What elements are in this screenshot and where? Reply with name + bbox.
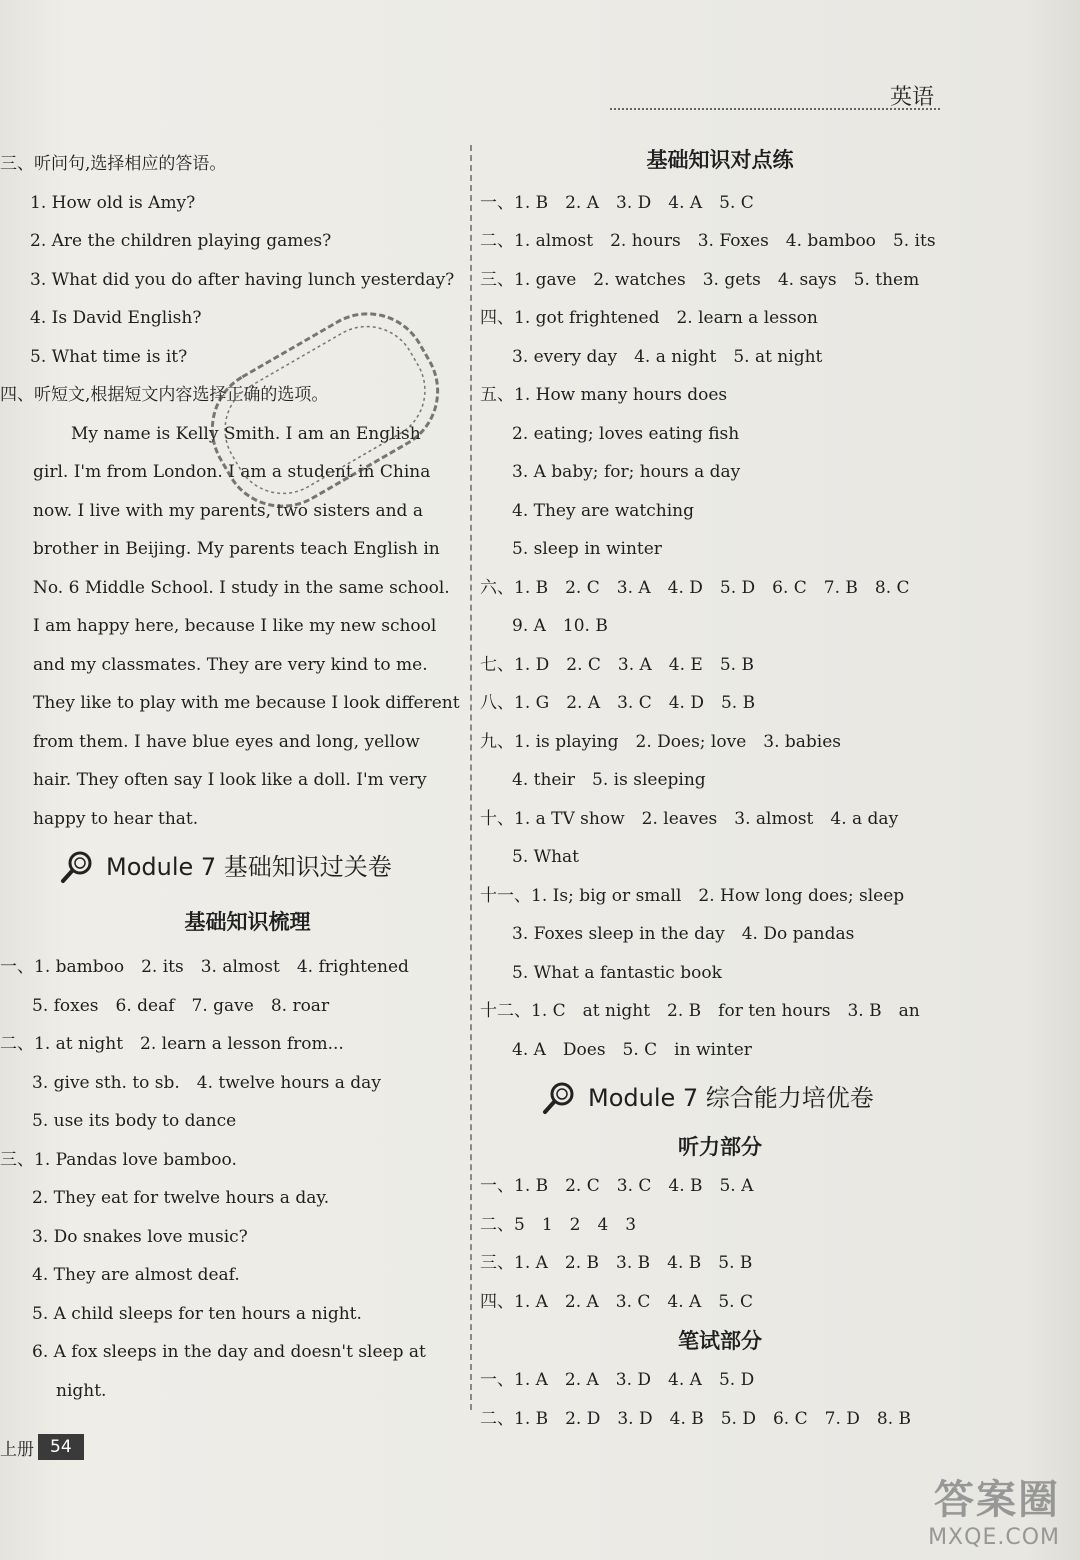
answer-line: 3. every day 4. a night 5. at night	[512, 346, 823, 367]
passage-line: No. 6 Middle School. I study in the same school.	[33, 577, 450, 598]
answer-line: 一、1. B 2. A 3. D 4. A 5. C	[480, 192, 754, 213]
book-label: 上册	[0, 1439, 34, 1460]
answer-line: 一、1. B 2. C 3. C 4. B 5. A	[480, 1176, 754, 1196]
answer-line: 二、1. at night 2. learn a lesson from...	[0, 1034, 344, 1054]
answer-line: 4. They are watching	[512, 500, 694, 521]
page-number-badge	[0, 1432, 84, 1462]
answer-line: 5. What	[512, 847, 580, 867]
answer-line: 三、1. A 2. B 3. B 4. B 5. B	[480, 1253, 753, 1273]
answer-line: 十、1. a TV show 2. leaves 3. almost 4. a day	[480, 808, 899, 829]
listening-section-3-heading: 三、听问句,选择相应的答语。	[0, 154, 227, 174]
column-divider	[470, 145, 472, 1410]
passage-line: brother in Beijing. My parents teach English in	[33, 539, 440, 559]
module-title	[60, 838, 465, 896]
subject-label: 英语	[890, 85, 935, 110]
watermark-main: 答案圈	[934, 1477, 1060, 1523]
passage-line: hair. They often say I look like a doll. I'm very	[33, 770, 427, 790]
magnifier-icon	[60, 849, 96, 885]
question-line: 2. Are the children playing games?	[30, 231, 332, 251]
answer-line: 9. A 10. B	[512, 616, 608, 636]
answer-line: 6. A fox sleeps in the day and doesn't sleep at	[32, 1342, 426, 1362]
answer-line: night.	[56, 1380, 107, 1401]
answer-line: 二、1. almost 2. hours 3. Foxes 4. bamboo 5. its	[480, 231, 936, 251]
answer-line: 十一、1. Is; big or small 2. How long does; sleep	[480, 885, 905, 906]
page-number: 54	[38, 1434, 84, 1460]
answer-line: 一、1. A 2. A 3. D 4. A 5. D	[480, 1370, 755, 1390]
right-column	[480, 145, 950, 1438]
answer-line: 六、1. B 2. C 3. A 4. D 5. D 6. C 7. B 8. C	[480, 577, 910, 598]
answer-line: 四、1. got frightened 2. learn a lesson	[480, 308, 818, 328]
question-line: 3. What did you do after having lunch yesterday?	[30, 269, 455, 290]
listening-section-4-heading: 四、听短文,根据短文内容选择正确的选项。	[0, 385, 329, 405]
magnifier-icon	[542, 1080, 578, 1116]
answer-line: 三、1. Pandas love bamboo.	[0, 1149, 237, 1170]
header-dotted-rule	[610, 108, 940, 110]
answer-line: 八、1. G 2. A 3. C 4. D 5. B	[480, 693, 756, 713]
answer-line: 五、1. How many hours does	[480, 385, 728, 405]
section-title: 基础知识梳理	[184, 910, 311, 934]
answer-line: 3. Do snakes love music?	[32, 1226, 248, 1247]
passage-line: girl. I'm from London. I am a student in China	[33, 462, 431, 482]
answer-line: 4. their 5. is sleeping	[512, 770, 706, 790]
answer-line: 三、1. gave 2. watches 3. gets 4. says 5. them	[480, 269, 920, 290]
answer-line: 七、1. D 2. C 3. A 4. E 5. B	[480, 654, 754, 675]
module-title-text: Module 7 基础知识过关卷	[106, 852, 392, 881]
written-part-title: 笔试部分	[678, 1329, 762, 1353]
passage-line: happy to hear that.	[33, 808, 199, 829]
answer-line: 4. They are almost deaf.	[32, 1265, 240, 1285]
watermark-site: MXQE.COM	[928, 1525, 1060, 1550]
answer-line: 一、1. bamboo 2. its 3. almost 4. frightened	[0, 957, 409, 977]
passage-line: and my classmates. They are very kind to me.	[33, 654, 428, 675]
answer-line: 十二、1. C at night 2. B for ten hours 3. B an	[480, 1001, 920, 1021]
answer-line: 二、1. B 2. D 3. D 4. B 5. D 6. C 7. D 8. B	[480, 1408, 911, 1429]
passage-line: from them. I have blue eyes and long, yellow	[33, 731, 420, 752]
answer-line: 3. give sth. to sb. 4. twelve hours a day	[32, 1072, 381, 1093]
watermark	[928, 1468, 1060, 1550]
module-title	[542, 1069, 950, 1127]
question-line: 4. Is David English?	[30, 308, 202, 328]
answer-line: 5. sleep in winter	[512, 539, 662, 559]
answer-line: 四、1. A 2. A 3. C 4. A 5. C	[480, 1291, 753, 1312]
answer-line: 3. Foxes sleep in the day 4. Do pandas	[512, 924, 855, 944]
answer-line: 九、1. is playing 2. Does; love 3. babies	[480, 731, 842, 752]
answer-line: 4. A Does 5. C in winter	[512, 1039, 752, 1060]
answer-line: 5. foxes 6. deaf 7. gave 8. roar	[32, 995, 330, 1016]
module-title-text: Module 7 综合能力培优卷	[588, 1083, 874, 1112]
passage-line: My name is Kelly Smith. I am an English	[71, 423, 421, 444]
answer-line: 2. They eat for twelve hours a day.	[32, 1188, 330, 1208]
answer-line: 5. What a fantastic book	[512, 962, 722, 983]
answer-line: 3. A baby; for; hours a day	[512, 462, 741, 482]
passage-line: They like to play with me because I look different	[33, 693, 460, 713]
answer-line: 2. eating; loves eating fish	[512, 423, 740, 444]
passage-line: I am happy here, because I like my new school	[33, 616, 437, 636]
answer-line: 5. A child sleeps for ten hours a night.	[32, 1303, 362, 1324]
listening-part-title: 听力部分	[678, 1135, 762, 1159]
question-line: 1. How old is Amy?	[30, 192, 196, 213]
question-line: 5. What time is it?	[30, 346, 188, 367]
passage-line: now. I live with my parents, two sisters and a	[33, 500, 423, 521]
section-title: 基础知识对点练	[646, 148, 794, 172]
answer-line: 二、5 1 2 4 3	[480, 1214, 637, 1235]
answer-line: 5. use its body to dance	[32, 1111, 237, 1131]
